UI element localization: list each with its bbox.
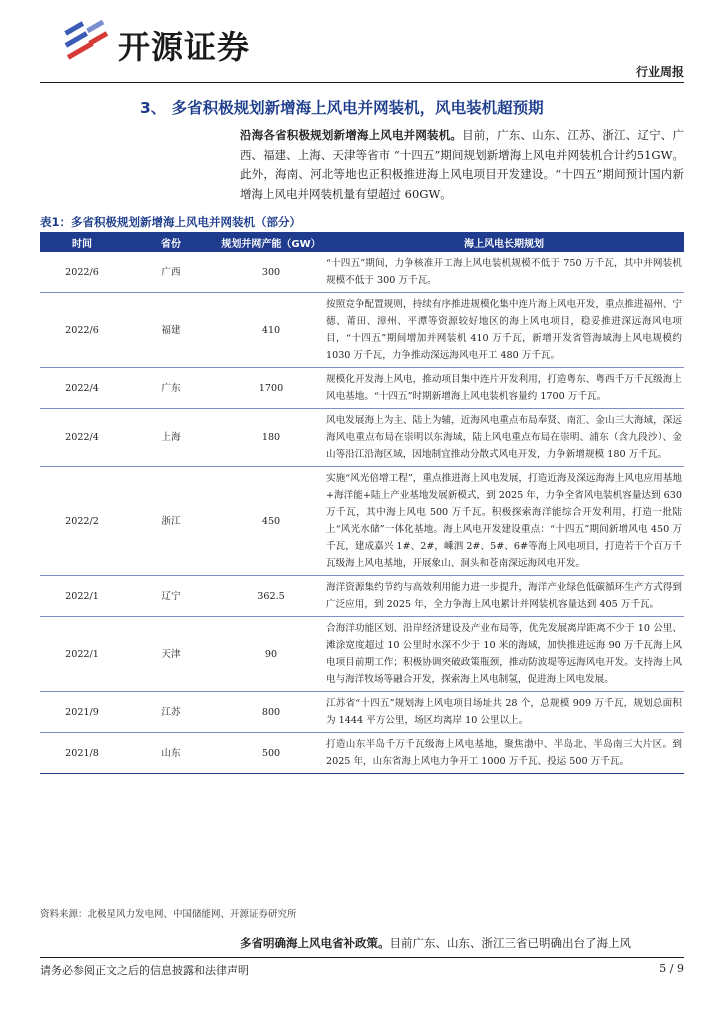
cell-capacity: 1700	[218, 368, 324, 409]
table-row	[40, 692, 684, 733]
cell-plan: 风电发展海上为主、陆上为辅，近海风电重点布局奉贤、南汇、金山三大海域，深远海风电重点布局在崇明以东海域，陆上风电重点布局在崇明、浦东（含九段沙）、金山等沿江沿海区域，因地制宜推动分散式风电开发，力争新增规模 180 万千瓦。	[324, 409, 684, 467]
paragraph-lead: 沿海各省积极规划新增海上风电并网装机。	[240, 128, 463, 142]
table-row	[40, 368, 684, 409]
header-divider	[40, 82, 684, 83]
cell-capacity: 410	[218, 293, 324, 368]
cell-time: 2022/4	[40, 409, 124, 467]
section-title: 3、 多省积极规划新增海上风电并网装机，风电装机超预期	[140, 99, 544, 117]
cell-capacity: 450	[218, 467, 324, 576]
header-capacity: 规划并网产能（GW）	[218, 232, 324, 252]
header-province: 省份	[124, 232, 218, 252]
wind-plan-table	[40, 232, 684, 774]
cell-plan: 合海洋功能区划、沿岸经济建设及产业布局等，优先发展离岸距离不少于 10 公里、滩涂宽度超过 10 公里时水深不少于 10 米的海域，加快推进远海 90 万千瓦海上风电项目前期工作；积极协调突破政策瓶颈，推动防波堤等远海风电开发。支持海上风电与海洋牧场等融合开发，探索海上风电制氢，促进海上风电发展。	[324, 617, 684, 692]
cell-capacity: 90	[218, 617, 324, 692]
cell-capacity: 180	[218, 409, 324, 467]
cell-time: 2022/1	[40, 617, 124, 692]
table-caption: 表1：多省积极规划新增海上风电并网装机（部分）	[40, 215, 301, 229]
report-category: 行业周报	[635, 65, 684, 79]
cell-province: 广东	[124, 368, 218, 409]
table-row	[40, 293, 684, 368]
table-row	[40, 733, 684, 774]
cell-time: 2022/4	[40, 368, 124, 409]
page-number: 5 / 9	[659, 962, 684, 975]
cell-plan: 打造山东半岛千万千瓦级海上风电基地，聚焦渤中、半岛北、半岛南三大片区。到 2025 年，山东省海上风电力争开工 1000 万千瓦、投运 500 万千瓦。	[324, 733, 684, 774]
cell-province: 上海	[124, 409, 218, 467]
table-row	[40, 576, 684, 617]
cell-capacity: 500	[218, 733, 324, 774]
bottom-paragraph	[240, 934, 684, 953]
footer-disclaimer: 请务必参阅正文之后的信息披露和法律声明	[40, 964, 249, 977]
cell-capacity: 362.5	[218, 576, 324, 617]
cell-plan: “十四五”期间，力争核准开工海上风电装机规模不低于 750 万千瓦，其中并网装机规模不低于 300 万千瓦。	[324, 252, 684, 293]
cell-province: 广西	[124, 252, 218, 293]
cell-province: 天津	[124, 617, 218, 692]
cell-time: 2021/9	[40, 692, 124, 733]
cell-time: 2022/2	[40, 467, 124, 576]
section-paragraph	[240, 126, 684, 204]
cell-province: 浙江	[124, 467, 218, 576]
cell-plan: 海洋资源集约节约与高效利用能力进一步提升，海洋产业绿色低碳循环生产方式得到广泛应用，到 2025 年，全力争海上风电累计并网装机容量达到 405 万千瓦。	[324, 576, 684, 617]
header-time: 时间	[40, 232, 124, 252]
cell-capacity: 800	[218, 692, 324, 733]
cell-plan: 按照竞争配置规则，持续有序推进规模化集中连片海上风电开发，重点推进福州、宁德、莆田、漳州、平潭等资源较好地区的海上风电项目，稳妥推进深远海风电项目，“十四五”期间增加并网装机 410 万千瓦，新增开发省管海域海上风电规模约 1030 万千瓦，力争推动深远海风电开工 480 万千瓦。	[324, 293, 684, 368]
bottom-lead: 多省明确海上风电省补政策。	[240, 936, 390, 950]
footer-divider	[40, 957, 684, 958]
table-row	[40, 252, 684, 293]
cell-province: 江苏	[124, 692, 218, 733]
table-header-row	[40, 232, 684, 252]
paragraph-body: 目前，广东、山东、江苏、浙江、辽宁、广西、福建、上海、天津等省市 “十四五”期间规划新增海上风电并网装机合计约51GW。此外，海南、河北等地也正积极推进海上风电项目开发建设。“十四五”期间预计国内新增海上风电并网装机量有望超过 60GW。	[240, 128, 684, 201]
table-row	[40, 409, 684, 467]
cell-time: 2022/6	[40, 252, 124, 293]
cell-plan: 江苏省“十四五”规划海上风电项目场址共 28 个，总规模 909 万千瓦，规划总面积为 1444 平方公里，场区均离岸 10 公里以上。	[324, 692, 684, 733]
cell-province: 山东	[124, 733, 218, 774]
table-row	[40, 467, 684, 576]
table-source: 资料来源：北极星风力发电网、中国储能网、开源证券研究所	[40, 909, 297, 920]
cell-province: 福建	[124, 293, 218, 368]
bottom-body: 目前广东、山东、浙江三省已明确出台了海上风	[389, 936, 631, 950]
cell-time: 2022/6	[40, 293, 124, 368]
header-plan: 海上风电长期规划	[324, 232, 684, 252]
brand-mark-icon	[60, 18, 112, 64]
cell-plan: 实施“风光倍增工程”，重点推进海上风电发展，打造近海及深远海海上风电应用基地+海洋能+陆上产业基地发展新模式，到 2025 年，力争全省风电装机容量达到 630 万千瓦，其中海上风电 500 万千瓦。积极探索海洋能综合开发利用，打造一批陆上“风光水储”一体化基地。海上风电开发建设重点：“十四五”期间新增风电 450 万千瓦，建成嘉兴 1#、2#，嵊泗 2#、5#、6#等海上风电项目，打造若干个百万千瓦级海上风电基地，开展象山、洞头和苍南深远海风电开发。	[324, 467, 684, 576]
cell-capacity: 300	[218, 252, 324, 293]
cell-time: 2022/1	[40, 576, 124, 617]
brand-name: 开源证券	[118, 28, 251, 66]
table-row	[40, 617, 684, 692]
cell-province: 辽宁	[124, 576, 218, 617]
page-header	[0, 0, 724, 80]
cell-plan: 规模化开发海上风电，推动项目集中连片开发利用，打造粤东、粤西千万千瓦级海上风电基地。“十四五”时期新增海上风电装机容量约 1700 万千瓦。	[324, 368, 684, 409]
brand-logo	[60, 18, 280, 64]
cell-time: 2021/8	[40, 733, 124, 774]
